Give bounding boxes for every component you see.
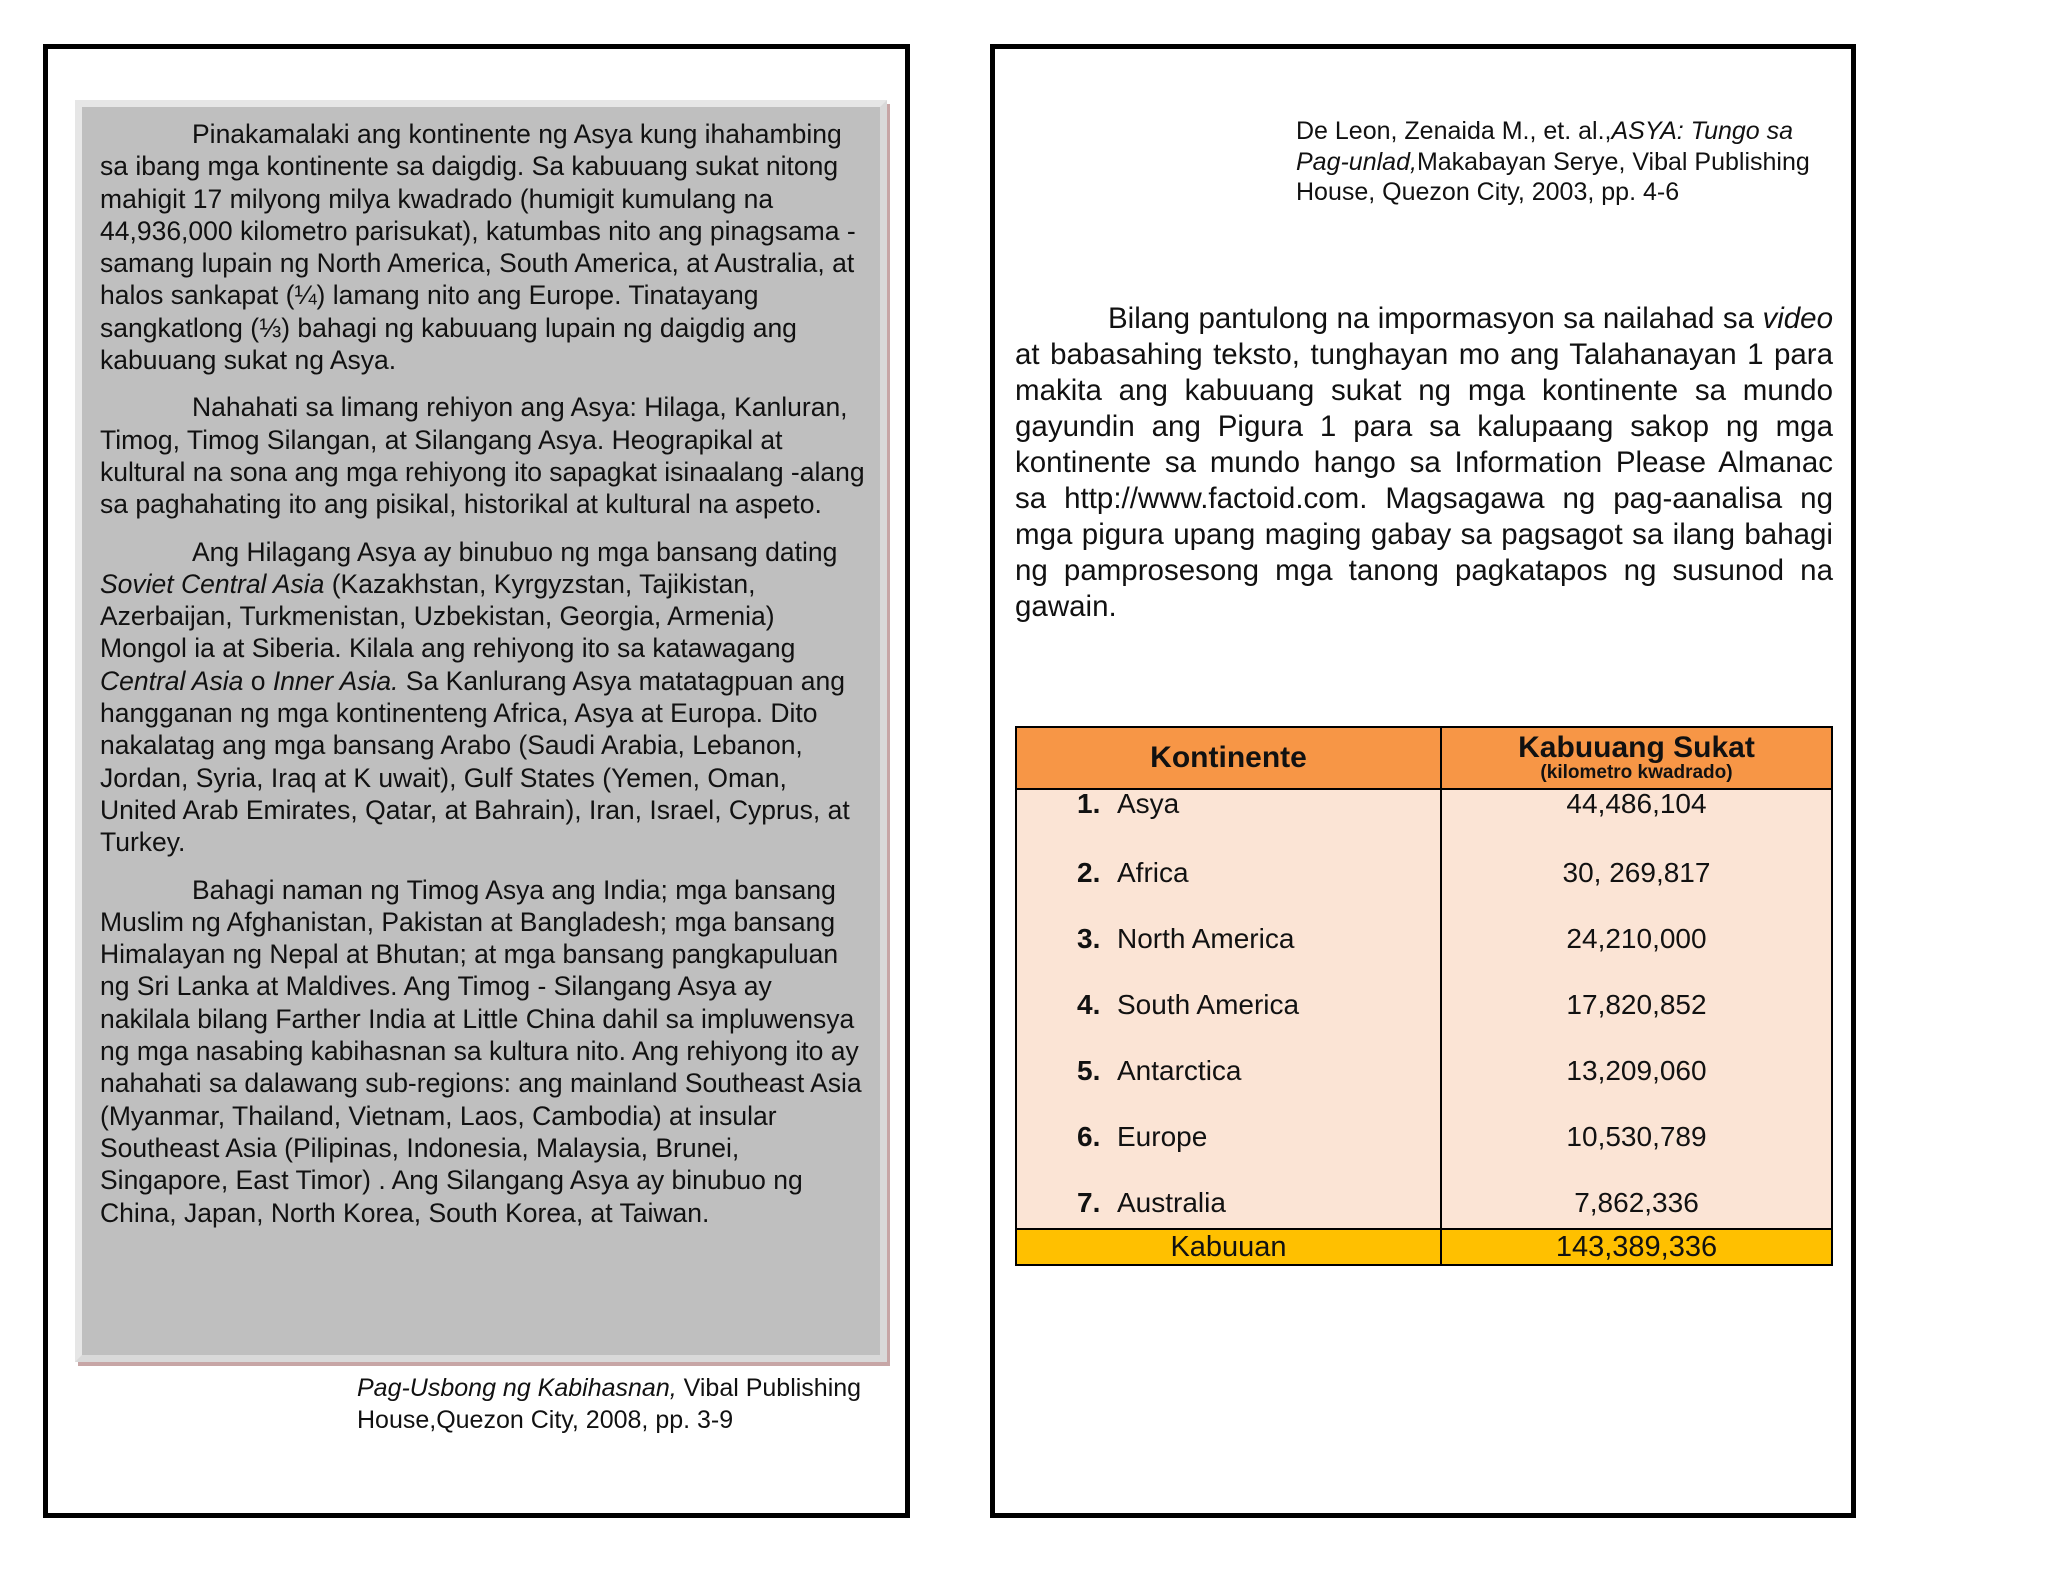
table-row xyxy=(1016,845,1832,911)
paragraph-north-west-asia: Ang Hilagang Asya ay binubuo ng mga bansang dating Soviet Central Asia (Kazakhstan, Kyrgyzstan, Tajikistan, Azerbaijan, Turkmenistan, Uzbekistan, Georgia, Armenia) Mongol ia at Siberia. Kilala ang rehiyong ito sa katawagang Central Asia o Inner Asia. Sa Kanlurang Asya matatagpuan ang hangganan ng mga kontinenteng Africa, Asya at Europa. Dito nakalatag ang mga bansang Arabo (Saudi Arabia, Lebanon, Jordan, Syria, Iraq at K uwait), Gulf States (Yemen, Oman, United Arab Emirates, Qatar, at Bahrain), Iran, Israel, Cyprus, at Turkey. xyxy=(100,536,850,858)
row-number: 1. xyxy=(1077,788,1101,819)
row-number: 2. xyxy=(1077,857,1101,888)
area-value: 13,209,060 xyxy=(1566,1055,1707,1086)
continent-name: South America xyxy=(1117,989,1300,1020)
total-row xyxy=(1016,1229,1832,1265)
area-value: 44,486,104 xyxy=(1566,788,1707,819)
row-number: 3. xyxy=(1077,923,1101,954)
row-number: 4. xyxy=(1077,989,1101,1020)
area-value: 7,862,336 xyxy=(1574,1187,1699,1218)
continent-name: Antarctica xyxy=(1117,1055,1242,1086)
row-number: 5. xyxy=(1077,1055,1101,1086)
paragraph-asia-size: Pinakamalaki ang kontinente ng Asya kung ihahambing sa ibang mga kontinente sa daigdig. Sa kabuuang sukat nitong mahigit 17 milyong milya kwadrado (humigit kumulang na 44,936,000 kilometro parisukat), katumbas nito ang pinagsama -samang lupain ng North America, South America, at Australia, at halos sankapat (¼) lamang nito ang Europe. Tinatayang sangkatlong (⅓) bahagi ng kabuuang lupain ng daigdig ang kabuuang sukat ng Asya. xyxy=(100,119,856,376)
row-number: 7. xyxy=(1077,1187,1101,1218)
table-row xyxy=(1016,789,1832,845)
header-area: Kabuuang Sukat (kilometro kwadrado) xyxy=(1441,727,1832,789)
row-number: 6. xyxy=(1077,1121,1101,1152)
paragraph-south-east-asia: Bahagi naman ng Timog Asya ang India; mga bansang Muslim ng Afghanistan, Pakistan at Bangladesh; mga bansang Himalayan ng Nepal at Bhutan; at mga bansang pangkapuluan ng Sri Lanka at Maldives. Ang Timog - Silangang Asya ay nakilala bilang Farther India at Little China dahil sa impluwensya ng mga nasabing kabihasnan sa kultura nito. Ang rehiyong ito ay nahahati sa dalawang sub-regions: ang mainland Southeast Asia (Myanmar, Thailand, Vietnam, Laos, Cambodia) at insular Southeast Asia (Pilipinas, Indonesia, Malaysia, Brunei, Singapore, East Timor) . Ang Silangang Asya ay binubuo ng China, Japan, North Korea, South Korea, at Taiwan. xyxy=(100,874,862,1228)
table-row xyxy=(1016,1109,1832,1175)
area-value: 30, 269,817 xyxy=(1562,857,1711,888)
header-continent: Kontinente xyxy=(1016,727,1441,789)
area-value: 10,530,789 xyxy=(1566,1121,1707,1152)
intro-paragraph: Bilang pantulong na impormasyon sa nailahad sa video at babasahing teksto, tunghayan mo ang Talahanayan 1 para makita ang kabuuang sukat ng mga kontinente sa mundo gayundin ang Pigura 1 para sa kalupaang sakop ng mga kontinente sa mundo hango sa Information Please Almanac sa http://www.factoid.com. Magsagawa ng pag-aanalisa ng mga pigura upang maging gabay sa pagsagot sa ilang bahagi ng pamprosesong mga tanong pagkatapos ng susunod na gawain. xyxy=(1015,302,1833,623)
left-citation: Pag-Usbong ng Kabihasnan, Vibal Publishing House,Quezon City, 2008, pp. 3-9 xyxy=(357,1374,862,1434)
table-row xyxy=(1016,977,1832,1043)
total-value: 143,389,336 xyxy=(1441,1229,1832,1265)
continent-name: North America xyxy=(1117,923,1295,954)
right-citation: De Leon, Zenaida M., et. al.,ASYA: Tungo sa Pag-unlad,Makabayan Serye, Vibal Publishing House, Quezon City, 2003, pp. 4-6 xyxy=(1296,117,1810,206)
reading-text-box xyxy=(75,100,887,1362)
area-value: 24,210,000 xyxy=(1566,923,1707,954)
total-label: Kabuuan xyxy=(1016,1229,1441,1265)
continent-name: Africa xyxy=(1117,857,1189,888)
continent-name: Australia xyxy=(1117,1187,1226,1218)
left-page xyxy=(43,44,910,1518)
continent-name: Europe xyxy=(1117,1121,1208,1152)
right-page xyxy=(990,44,1856,1518)
table-row xyxy=(1016,911,1832,977)
table-row xyxy=(1016,1175,1832,1229)
table-row xyxy=(1016,1043,1832,1109)
continent-area-table xyxy=(1015,726,1833,1266)
continent-name: Asya xyxy=(1117,788,1180,819)
area-value: 17,820,852 xyxy=(1566,989,1707,1020)
paragraph-asia-regions: Nahahati sa limang rehiyon ang Asya: Hilaga, Kanluran, Timog, Timog Silangan, at Silangang Asya. Heograpikal at kultural na sona ang mga rehiyong ito sapagkat isinaalang -alang sa paghahating ito ang pisikal, historikal at kultural na aspeto. xyxy=(100,392,865,520)
